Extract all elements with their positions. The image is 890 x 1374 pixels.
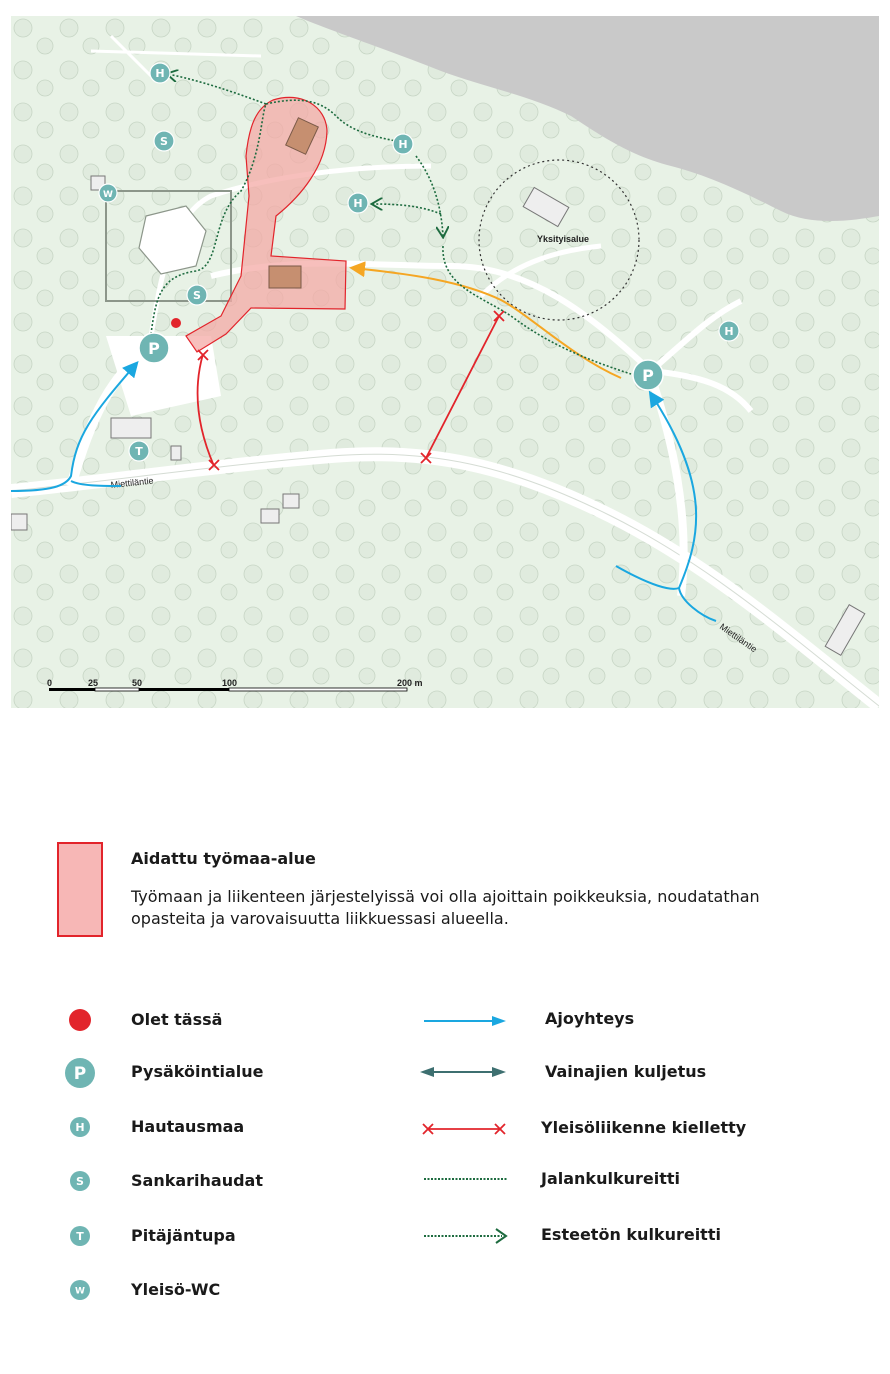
legend-label-walk: Jalankulkureitti — [541, 1169, 680, 1188]
svg-text:T: T — [135, 445, 143, 458]
dotted-line-icon — [422, 1173, 512, 1185]
svg-text:200 m: 200 m — [397, 678, 423, 688]
legend-label-accessible: Esteetön kulkureitti — [541, 1225, 721, 1244]
svg-text:P: P — [642, 366, 654, 385]
svg-text:W: W — [75, 1286, 85, 1297]
dotted-arrow-icon — [422, 1226, 512, 1246]
blue-arrow-icon — [422, 1013, 510, 1029]
svg-text:P: P — [73, 1064, 87, 1084]
you-are-here-dot-icon — [68, 1008, 92, 1032]
svg-text:S: S — [193, 289, 201, 302]
road-label-west: Miettiläntie — [110, 475, 155, 490]
svg-text:H: H — [353, 197, 363, 210]
legend-label-parking: Pysäköintialue — [131, 1062, 264, 1081]
svg-text:100: 100 — [222, 678, 238, 688]
svg-text:25: 25 — [88, 678, 99, 688]
parish-hall-icon — [69, 1225, 91, 1247]
hero-graves-icon — [69, 1170, 91, 1192]
parking-icon — [64, 1057, 96, 1089]
svg-text:H: H — [155, 67, 165, 80]
fenced-area-title: Aidattu työmaa-alue — [131, 849, 316, 868]
svg-text:H: H — [398, 138, 408, 151]
fenced-area-description: Työmaan ja liikenteen järjestelyissä voi olla ajoittain poikkeuksia, noudatathan opasteita ja varovaisuutta liikkuessasi alueella. — [131, 887, 760, 928]
legend-label-parish-hall: Pitäjäntupa — [131, 1226, 236, 1245]
legend-label-transport: Vainajien kuljetus — [545, 1062, 707, 1081]
svg-text:S: S — [160, 135, 168, 148]
svg-text:W: W — [103, 190, 113, 200]
svg-text:H: H — [724, 325, 734, 338]
svg-text:50: 50 — [132, 678, 143, 688]
svg-text:H: H — [75, 1121, 85, 1134]
legend-label-hero-graves: Sankarihaudat — [131, 1171, 263, 1190]
wc-icon — [69, 1279, 91, 1301]
legend-label-prohibited: Yleisöliikenne kielletty — [541, 1118, 747, 1137]
svg-text:P: P — [148, 339, 160, 358]
private-area-label: Yksityisalue — [536, 234, 590, 244]
svg-text:T: T — [76, 1230, 84, 1243]
legend-label-drive: Ajoyhteys — [545, 1009, 635, 1028]
cemetery-icon — [69, 1116, 91, 1138]
double-arrow-icon — [418, 1064, 510, 1080]
road-label-east: Miettiläntie — [717, 621, 759, 655]
legend-label-you-are-here: Olet tässä — [131, 1010, 223, 1029]
legend-label-cemetery: Hautausmaa — [131, 1117, 245, 1136]
legend-label-wc: Yleisö-WC — [131, 1280, 221, 1299]
red-x-line-icon — [420, 1121, 510, 1137]
svg-text:S: S — [76, 1175, 84, 1188]
svg-text:0: 0 — [47, 678, 53, 688]
fenced-area-swatch — [57, 842, 103, 937]
